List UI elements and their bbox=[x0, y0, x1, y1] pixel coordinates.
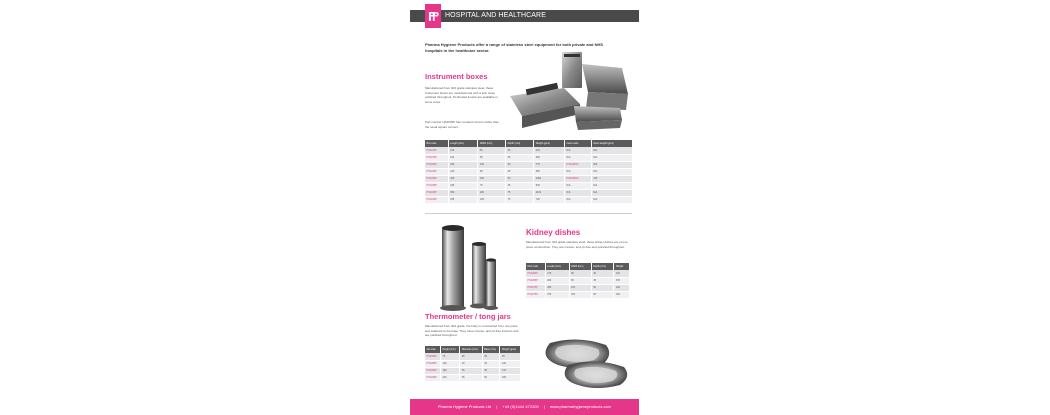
table-cell: HS4080P bbox=[425, 353, 440, 360]
table-header-cell: Weight (gms) bbox=[500, 346, 521, 353]
table-cell: 100 bbox=[614, 270, 630, 277]
thermometer-jars-photo bbox=[432, 222, 504, 314]
table-cell: 35 bbox=[482, 353, 500, 360]
footer-separator: | bbox=[496, 404, 498, 409]
intro-text: Pharma Hygiene Products offer a range of stainless steel equipment for both private and NHS hospitals in the healthcare sector. bbox=[425, 42, 604, 53]
table-cell: 120 bbox=[500, 360, 521, 367]
table-cell: HS4085P bbox=[425, 360, 440, 367]
table-cell: N/A bbox=[591, 147, 632, 154]
table-cell: HS4035P bbox=[425, 182, 448, 189]
table-row bbox=[526, 284, 630, 291]
table-cell: N/A bbox=[591, 182, 632, 189]
table-cell: HS4090P bbox=[425, 367, 440, 374]
table-cell: 180 bbox=[440, 367, 459, 374]
table-cell: N/A bbox=[564, 196, 591, 203]
table-cell: 250 bbox=[545, 284, 569, 291]
table-cell: 125 bbox=[478, 196, 506, 203]
table-cell: 285 bbox=[534, 154, 565, 161]
table-cell: 150 bbox=[478, 175, 506, 182]
table-cell: 120 bbox=[440, 360, 459, 367]
table-cell: 1060 bbox=[534, 175, 565, 182]
table-cell: 50 bbox=[506, 161, 534, 168]
table-cell: 220 bbox=[534, 147, 565, 154]
table-cell: 350 bbox=[448, 189, 478, 196]
instrument-boxes-note: Part number HS4025P has rounded corners rather than the usual square corners. bbox=[425, 120, 499, 129]
footer-phone: +44 (0)1444 472300 bbox=[502, 404, 539, 409]
table-cell: 230 bbox=[440, 374, 459, 381]
table-cell: 175 bbox=[545, 270, 569, 277]
table-cell: HS4045P bbox=[425, 196, 448, 203]
table-cell: N/A bbox=[591, 154, 632, 161]
table-header-cell: Diameter (mm) bbox=[460, 346, 482, 353]
table-cell: HS4030SP bbox=[564, 175, 591, 182]
thermometer-jars-text: Manufactured from 304 grade, the body is constructed from one piece and soldered to the base. They have crevice- and pit-free interiors and are polished throughout. bbox=[425, 324, 519, 337]
section-divider bbox=[425, 213, 632, 214]
table-row bbox=[425, 189, 633, 196]
table-cell: 310 bbox=[614, 291, 630, 298]
table-header-cell: Width (mm) bbox=[478, 140, 506, 147]
table-cell: N/A bbox=[564, 189, 591, 196]
table-cell: 35 bbox=[506, 147, 534, 154]
table-cell: HS4010P bbox=[425, 147, 448, 154]
table-header-cell: Insert code bbox=[564, 140, 591, 147]
table-cell: HS4015P bbox=[425, 154, 448, 161]
table-cell: 770 bbox=[534, 161, 565, 168]
instrument-boxes-photo bbox=[504, 50, 632, 134]
table-cell: 75 bbox=[478, 182, 506, 189]
instrument-boxes-table bbox=[425, 140, 633, 204]
table-cell: N/A bbox=[591, 168, 632, 175]
table-cell: HS4020SP bbox=[564, 161, 591, 168]
table-header-cell: Width (mm) bbox=[569, 263, 591, 270]
table-cell: 200 bbox=[478, 189, 506, 196]
table-cell: HS4020P bbox=[425, 161, 448, 168]
table-cell: 150 bbox=[448, 147, 478, 154]
footer-website-link[interactable]: www.pharmahygieneproducts.com bbox=[549, 404, 612, 409]
table-cell: 110 bbox=[448, 154, 478, 161]
table-row bbox=[425, 154, 633, 161]
table-cell: HS4075P bbox=[526, 291, 545, 298]
thermometer-jars-title: Thermometer / tong jars bbox=[425, 312, 511, 321]
table-cell: 35 bbox=[506, 154, 534, 161]
table-cell: HS4030P bbox=[425, 175, 448, 182]
logo-mark-icon bbox=[427, 10, 440, 23]
table-row bbox=[425, 161, 633, 168]
table-cell: 100 bbox=[478, 161, 506, 168]
footer-company: Pharma Hygiene Products Ltd bbox=[437, 404, 492, 409]
table-cell: 300 bbox=[591, 161, 632, 168]
table-row bbox=[425, 175, 633, 182]
table-row bbox=[425, 182, 633, 189]
table-cell: 35 bbox=[460, 374, 482, 381]
table-header-cell: Weight (gms) bbox=[534, 140, 565, 147]
table-row bbox=[425, 353, 521, 360]
table-cell: HS4065P bbox=[526, 277, 545, 284]
table-cell: 155 bbox=[614, 277, 630, 284]
table-cell: 50 bbox=[591, 284, 614, 291]
table-cell: 520 bbox=[534, 182, 565, 189]
table-cell: HS4070P bbox=[526, 284, 545, 291]
thermometer-jars-table bbox=[425, 346, 521, 382]
table-cell: 150 bbox=[569, 291, 591, 298]
kidney-dishes-title: Kidney dishes bbox=[526, 228, 581, 237]
brand-logo bbox=[425, 4, 441, 28]
table-cell: 35 bbox=[506, 168, 534, 175]
table-row bbox=[425, 147, 633, 154]
table-header-cell: Length (mm) bbox=[448, 140, 478, 147]
table-cell: 445 bbox=[591, 175, 632, 182]
footer-bar bbox=[410, 399, 639, 415]
table-row bbox=[425, 168, 633, 175]
footer-separator: | bbox=[543, 404, 545, 409]
table-cell: 95 bbox=[500, 353, 521, 360]
table-cell: 40 bbox=[591, 270, 614, 277]
table-cell: 220 bbox=[448, 168, 478, 175]
instrument-boxes-title: Instrument boxes bbox=[425, 72, 488, 81]
table-cell: N/A bbox=[564, 147, 591, 154]
table-header-cell: Insert weight (gms) bbox=[591, 140, 632, 147]
table-header-cell: Depth (mm) bbox=[591, 263, 614, 270]
table-cell: 180 bbox=[448, 182, 478, 189]
kidney-dishes-table bbox=[526, 263, 630, 299]
header-title: HOSPITAL AND HEALTHCARE bbox=[445, 12, 546, 19]
table-cell: 80 bbox=[569, 270, 591, 277]
table-row bbox=[526, 270, 630, 277]
instrument-boxes-text: Manufactured from 304 grade stainless steel, these instrument boxes are manufactured with a lock close polished throughout. Perforated inserts are available in some sizes. bbox=[425, 86, 498, 104]
table-cell: 200 bbox=[448, 161, 478, 168]
table-cell: 45 bbox=[591, 277, 614, 284]
brochure-page bbox=[410, 0, 639, 415]
table-cell: 200 bbox=[545, 277, 569, 284]
table-cell: 580 bbox=[534, 168, 565, 175]
table-cell: 275 bbox=[545, 291, 569, 298]
table-row bbox=[425, 196, 633, 203]
table-header-cell: Length (mm) bbox=[545, 263, 569, 270]
table-row bbox=[425, 360, 521, 367]
table-cell: 205 bbox=[500, 374, 521, 381]
table-cell: 45 bbox=[482, 367, 500, 374]
table-header-cell: Depth (mm) bbox=[506, 140, 534, 147]
table-header-cell: Weight bbox=[614, 263, 630, 270]
table-cell: 25 bbox=[460, 353, 482, 360]
table-row bbox=[425, 374, 521, 381]
table-cell: 55 bbox=[591, 291, 614, 298]
table-cell: 170 bbox=[500, 367, 521, 374]
table-header-cell: Box code bbox=[425, 140, 448, 147]
table-cell: 95 bbox=[478, 168, 506, 175]
table-cell: 120 bbox=[569, 284, 591, 291]
table-cell: N/A bbox=[591, 189, 632, 196]
table-cell: 40 bbox=[482, 360, 500, 367]
table-cell: 50 bbox=[506, 175, 534, 182]
table-header-cell: Jar code bbox=[425, 346, 440, 353]
table-row bbox=[425, 367, 521, 374]
table-cell: 725 bbox=[534, 196, 565, 203]
kidney-dishes-photo bbox=[528, 335, 636, 393]
table-header-cell: Dish code bbox=[526, 263, 545, 270]
table-cell: 95 bbox=[569, 277, 591, 284]
table-cell: 50 bbox=[482, 374, 500, 381]
table-row bbox=[526, 277, 630, 284]
table-cell: N/A bbox=[564, 168, 591, 175]
table-cell: 255 bbox=[448, 196, 478, 203]
table-cell: HS4095P bbox=[425, 374, 440, 381]
table-cell: HS4025P bbox=[425, 168, 448, 175]
table-cell: 75 bbox=[506, 196, 534, 203]
table-cell: 50 bbox=[478, 154, 506, 161]
table-cell: 220 bbox=[614, 284, 630, 291]
table-cell: 305 bbox=[448, 175, 478, 182]
table-cell: 35 bbox=[460, 367, 482, 374]
table-cell: HS4040P bbox=[425, 189, 448, 196]
table-cell: 2100 bbox=[534, 189, 565, 196]
table-cell: HS4060P bbox=[526, 270, 545, 277]
table-cell: 75 bbox=[440, 353, 459, 360]
table-cell: N/A bbox=[591, 196, 632, 203]
table-cell: 30 bbox=[460, 360, 482, 367]
kidney-dishes-text: Manufactured from 304 grade stainless steel, these kidney dishes are of one piece construction. They are crevice- and pit-free and polished throughout. bbox=[526, 240, 628, 249]
table-row bbox=[526, 291, 630, 298]
table-header-cell: Height (mm) bbox=[440, 346, 459, 353]
table-cell: 35 bbox=[506, 182, 534, 189]
table-header-cell: Base (mm) bbox=[482, 346, 500, 353]
table-cell: N/A bbox=[564, 154, 591, 161]
table-cell: 50 bbox=[478, 147, 506, 154]
table-cell: N/A bbox=[564, 182, 591, 189]
table-cell: 75 bbox=[506, 189, 534, 196]
